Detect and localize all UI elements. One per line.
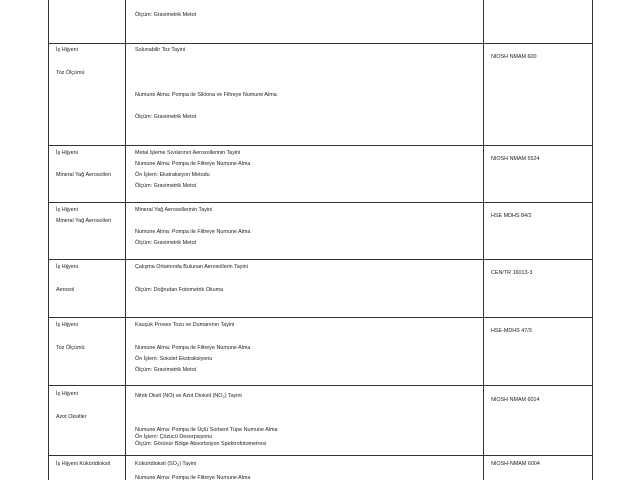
table-cell-category: İş Hijyeni Kükürtdioksit [56,461,111,467]
table-cell-standard: HSE MDHS 84/2 [491,213,532,219]
title-text-b: ) Tayini [179,461,197,467]
title-text-a: Kükürtdioksit (SO [135,461,177,467]
table-cell-standard: NIOSH NMAM 600 [491,54,537,60]
table-cell-measurement: Ölçüm: Doğrudan Fotometrik Okuma [135,287,224,293]
table-cell-sampling: Numune Alma: Pompa ile Filtreye Numune Alma [135,345,251,351]
table-cell-measurement: Ölçüm: Gravimetrik Metot [135,114,197,120]
table-cell-category: İş Hijyeni [56,150,78,156]
title-text-a: Nitrik Oksit (NO) ve Azot Dioksit (NO [135,393,223,399]
table-cell-subcategory: Aerosol [56,287,75,293]
row-divider [48,385,593,386]
table-cell-sampling: Numune Alma: Pompa ile Filtreye Numune Alma [135,475,251,481]
row-divider [48,145,593,146]
title-text-b: ) Tayini [224,393,242,399]
table-border-left [48,0,49,480]
table-cell-subcategory: Toz Ölçümü [56,70,85,76]
row-divider [48,43,593,44]
table-cell-test-title: Metal İşleme Sıvılarının Aerosollerinin Tayini [135,150,241,156]
row-divider [48,259,593,260]
table-cell-subcategory: Azot Oksitler [56,414,87,420]
table-cell-standard: NIOSH NMAM 6014 [491,397,540,403]
table-cell-category: İş Hijyeni [56,264,78,270]
table-cell-test-title [135,393,242,400]
table-cell-test-title: Kauçuk Proses Tozu ve Dumanının Tayini [135,322,235,328]
row-divider [48,317,593,318]
title-subscript: 2 [222,394,225,399]
table-cell-subcategory: Toz Ölçümü [56,345,85,351]
table-cell-sampling: Numune Alma: Pompa ile Filtreye Numune Alma [135,161,251,167]
table-cell-method: Ölçüm: Gravimetrik Metot [135,12,197,18]
table-border-right [592,0,593,480]
table-cell-test-title [135,461,196,468]
table-cell-measurement: Ölçüm: Gravimetrik Metot [135,183,197,189]
table-cell-sampling: Numune Alma: Pompa ile Filtreye Numune Alma [135,229,251,235]
table-cell-subcategory: Mineral Yağ Aerosolleri [56,172,111,178]
table-cell-test-title: Çalışma Ortamında Bulunan Aerosollerin Tayini [135,264,248,270]
table-cell-standard: NIOSH-NMAM 6004 [491,461,540,467]
table-cell-subcategory: Mineral Yağ Aerosolleri [56,218,111,224]
table-cell-category: İş Hijyeni [56,207,78,213]
table-cell-pretreatment: Ön İşlem: Sokslet Ekstraksiyonu [135,356,213,362]
table-cell-category: İş Hijyeni [56,47,78,53]
table-cell-sampling: Numune Alma: Pompa ile Üçlü Sorbent Tüpe Numune Alma [135,427,278,433]
table-cell-pretreatment: Ön İşlem: Ekstraksiyon Metodu [135,172,210,178]
table-divider-2 [483,0,484,480]
table-cell-sampling: Numune Alma: Pompa ile Siklona ve Filtreye Numune Alma [135,92,277,98]
row-divider [48,455,593,456]
table-cell-test-title: Mineral Yağ Aerosollerinin Tayini [135,207,213,213]
table-divider-1 [125,0,126,480]
table-cell-measurement: Ölçüm: Görünür Bölge Absorbsiyon Spektrofotometresi [135,441,267,447]
table-cell-pretreatment: Ön İşlem: Çözücü Desorpsiyonu [135,434,213,440]
title-subscript: 2 [176,462,180,467]
table-cell-measurement: Ölçüm: Gravimetrik Metot [135,240,197,246]
table-cell-category: İş Hijyeni [56,391,78,397]
table-cell-standard: CEN/TR 16013-3 [491,270,533,276]
table-cell-test-title: Solunabilir Toz Tayini [135,47,186,53]
table-cell-category: İş Hijyeni [56,322,78,328]
table-cell-measurement: Ölçüm: Gravimetrik Metot [135,367,197,373]
table-cell-standard: NIOSH NMAM 5524 [491,156,540,162]
table-cell-standard: HSE-MDHS 47/3 [491,328,532,334]
row-divider [48,202,593,203]
